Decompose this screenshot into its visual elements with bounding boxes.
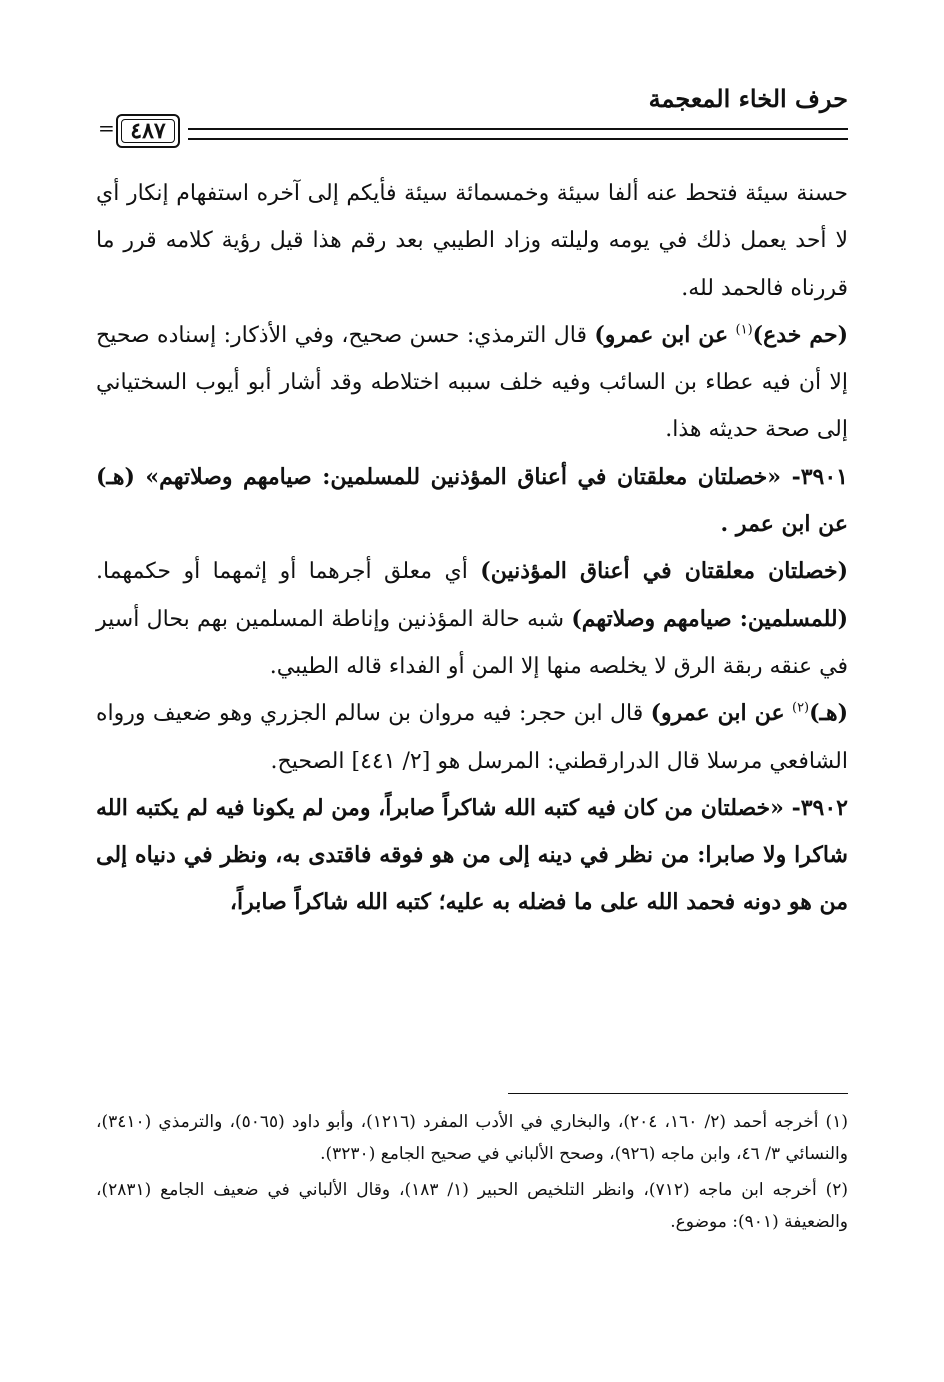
- source-code: (حم خدع): [752, 321, 849, 348]
- paragraph: [96, 312, 848, 454]
- footnote-rule: [508, 1093, 848, 1094]
- paragraph: [96, 690, 848, 785]
- header-rule: [188, 128, 848, 140]
- book-page: [96, 78, 848, 1368]
- hadith-number: ٣٩٠٢-: [791, 794, 848, 821]
- hadith-number: ٣٩٠١-: [791, 463, 848, 490]
- footnotes: [96, 1106, 848, 1242]
- quoted-phrase: (للمسلمين: صيامهم وصلاتهم): [571, 605, 848, 632]
- narrator: عن ابن عمرو): [650, 700, 785, 727]
- main-text: [96, 170, 848, 927]
- source-code: (هـ): [809, 700, 848, 727]
- quoted-phrase: (خصلتان معلقتان في أعناق المؤذنين): [480, 558, 848, 585]
- commentary: قال الترمذي: حسن صحيح، وفي الأذكار: إسناده صحيح إلا أن فيه عطاء بن السائب وفيه خلف سببه اختلاطه وقد أشار أبو أيوب السختياني إلى صحة حديثه هذا.: [96, 322, 848, 443]
- header-mark: =: [98, 116, 115, 140]
- commentary: قال ابن حجر: فيه مروان بن سالم الجزري وهو ضعيف ورواه الشافعي مرسلا قال الدرارقطني: المرسل هو [٢/ ٤٤١] الصحيح.: [96, 701, 848, 774]
- footnote-1: (١) أخرجه أحمد (٢/ ١٦٠، ٢٠٤)، والبخاري في الأدب المفرد (١٢١٦)، وأبو داود (٥٠٦٥)، والترمذي (٣٤١٠)، والنسائي ٣/ ٤٦، وابن ماجه (٩٢٦)، وصحح الألباني في صحيح الجامع (٣٢٣٠).: [96, 1112, 848, 1164]
- hadith-3902: [96, 785, 848, 927]
- page-number: ٤٨٧: [130, 118, 166, 144]
- paragraph: حسنة سيئة فتحط عنه ألفا سيئة وخمسمائة سيئة فأيكم إلى آخره استفهام إنكار أي لا أحد يعمل ذلك في يومه وليلته وزاد الطيبي بعد رقم هذا قيل رؤية كلامه قرر ما قررناه فالحمد لله.: [96, 181, 848, 301]
- commentary: شبه حالة المؤذنين وإناطة المسلمين بهم بحال أسير في عنقه ربقة الرق لا يخلصه منها إلا المن أو الفداء قاله الطيبي.: [96, 606, 848, 679]
- hadith-text: «خصلتان من كان فيه كتبه الله شاكراً صابراً، ومن لم يكونا فيه لم يكتبه الله شاكرا ولا صابرا: من نظر في دينه إلى من هو فوقه فاقتدى به، ونظر في دنياه إلى من هو دونه فحمد الله على ما فضله به عليه؛ كتبه الله شاكراً صابراً،: [96, 794, 848, 916]
- hadith-3901: [96, 454, 848, 549]
- narrator: عن ابن عمرو): [594, 321, 729, 348]
- paragraph: [96, 548, 848, 690]
- footnote-ref: (٢): [791, 700, 810, 716]
- footnote-ref: (١): [735, 322, 753, 338]
- commentary: أي معلق أجرهما أو إثمهما أو حكمهما.: [96, 559, 468, 585]
- hadith-text: «خصلتان معلقتان في أعناق المؤذنين للمسلمين: صيامهم وصلاتهم» (هـ) عن ابن عمر .: [96, 463, 848, 538]
- page-number-frame: [116, 114, 180, 148]
- running-title: حرف الخاء المعجمة: [648, 84, 848, 113]
- footnote-2: (٢) أخرجه ابن ماجه (٧١٢)، وانظر التلخيص الحبير (١/ ١٨٣)، وقال الألباني في ضعيف الجامع (٢٨٣١)، والضعيفة (٩٠١): موضوع.: [96, 1180, 848, 1232]
